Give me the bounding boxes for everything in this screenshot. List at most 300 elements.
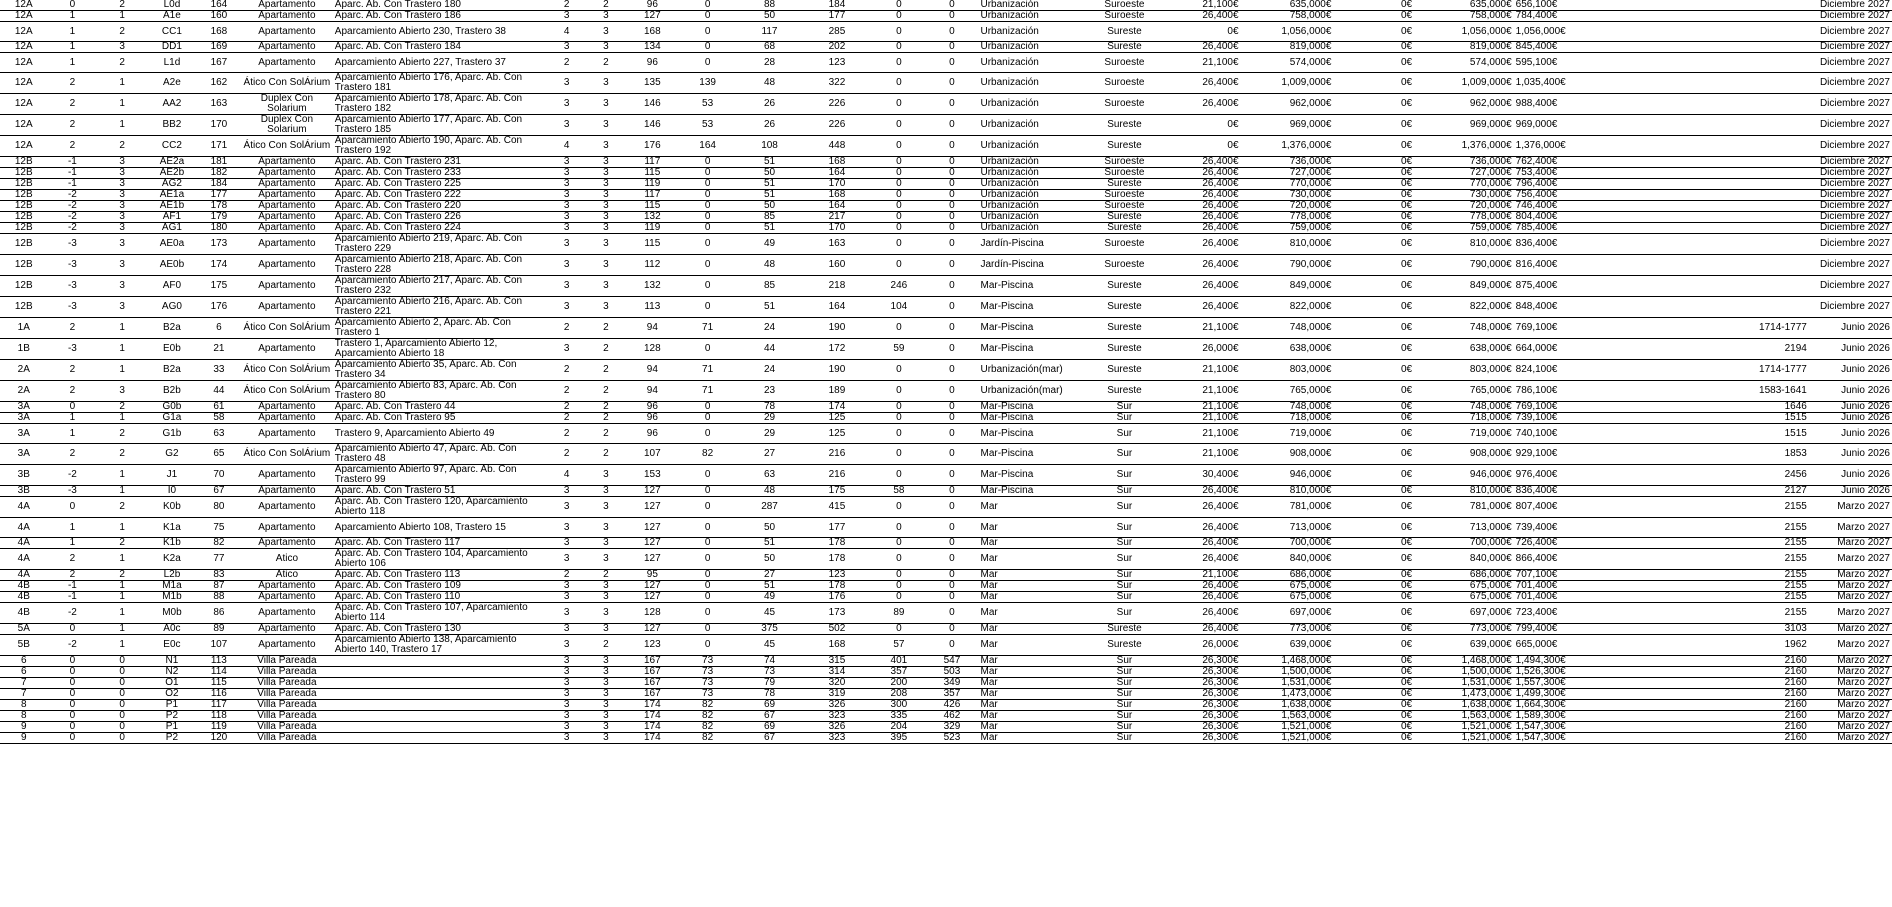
cell-area-plot: 0	[925, 22, 978, 42]
cell-unit-type: Apartamento	[241, 581, 333, 592]
cell-base-price: 1,056,000€	[1241, 22, 1334, 42]
cell-view: Urbanización	[978, 94, 1078, 115]
cell-total-price: 785,400€	[1514, 223, 1611, 234]
cell-unit-code: B2a	[147, 360, 197, 381]
cell-area-plot: 0	[925, 168, 978, 179]
cell-delivery-date: Marzo 2027	[1809, 711, 1892, 722]
cell-area-garden: 0	[872, 255, 925, 276]
cell-total-price: 723,400€	[1514, 603, 1611, 624]
cell-block: 7	[0, 678, 48, 689]
cell-floor: -3	[48, 255, 98, 276]
cell-parking-storage: Aparcamiento Abierto 227, Trastero 37	[333, 53, 549, 73]
cell-area-solarium: 0	[678, 549, 738, 570]
cell-delivery-date: Junio 2026	[1809, 360, 1892, 381]
cell-delivery-date: Diciembre 2027	[1809, 255, 1892, 276]
cell-unit-code: L0d	[147, 0, 197, 11]
cell-parking-storage: Aparc. Ab. Con Trastero 117	[333, 538, 549, 549]
cell-door: 1	[97, 518, 147, 538]
table-row	[0, 656, 1892, 667]
cell-orientation: Sur	[1078, 722, 1171, 733]
cell-orientation: Sur	[1078, 486, 1171, 497]
cell-bathrooms: 3	[585, 234, 627, 255]
cell-total-price: 1,035,400€	[1514, 73, 1611, 94]
cell-area-built: 117	[627, 190, 678, 201]
cell-block: 5B	[0, 635, 48, 656]
cell-unit-code: I0	[147, 486, 197, 497]
cell-range: 2155	[1611, 581, 1809, 592]
cell-bathrooms: 3	[585, 73, 627, 94]
cell-door: 2	[97, 136, 147, 157]
cell-unit-number: 61	[197, 402, 241, 413]
cell-view: Urbanización	[978, 0, 1078, 11]
cell-delivery-date: Diciembre 2027	[1809, 201, 1892, 212]
cell-bedrooms: 3	[548, 486, 584, 497]
cell-net-price: 1,473,000€	[1414, 689, 1514, 700]
cell-orientation: Suroeste	[1078, 11, 1171, 22]
cell-discount: 0€	[1333, 570, 1414, 581]
cell-area-solarium: 0	[678, 276, 738, 297]
cell-orientation: Sur	[1078, 581, 1171, 592]
cell-parking-storage: Aparcamiento Abierto 138, Aparcamiento Abierto 140, Trastero 17	[333, 635, 549, 656]
cell-area-built: 117	[627, 157, 678, 168]
cell-unit-type: Apartamento	[241, 465, 333, 486]
cell-area-terrace: 85	[737, 276, 801, 297]
cell-bedrooms: 3	[548, 255, 584, 276]
cell-area-garden: 0	[872, 444, 925, 465]
cell-bathrooms: 2	[585, 424, 627, 444]
cell-unit-number: 21	[197, 339, 241, 360]
cell-unit-code: N1	[147, 656, 197, 667]
cell-area-garden: 0	[872, 592, 925, 603]
table-row	[0, 22, 1892, 42]
cell-block: 6	[0, 667, 48, 678]
cell-base-price: 639,000€	[1241, 635, 1334, 656]
cell-fee: 26,400€	[1171, 223, 1241, 234]
table-row	[0, 179, 1892, 190]
table-row	[0, 733, 1892, 744]
cell-area-terrace: 49	[737, 234, 801, 255]
cell-total-price: 796,400€	[1514, 179, 1611, 190]
cell-door: 3	[97, 234, 147, 255]
cell-orientation: Sureste	[1078, 136, 1171, 157]
cell-floor: 0	[48, 656, 98, 667]
cell-unit-number: 70	[197, 465, 241, 486]
cell-parking-storage: Aparc. Ab. Con Trastero 225	[333, 179, 549, 190]
cell-range: 1515	[1611, 413, 1809, 424]
cell-floor: 0	[48, 667, 98, 678]
cell-area-plot: 0	[925, 360, 978, 381]
cell-range	[1611, 190, 1809, 201]
cell-area-garden: 0	[872, 360, 925, 381]
cell-unit-type: Apartamento	[241, 42, 333, 53]
cell-area-built: 127	[627, 549, 678, 570]
cell-unit-number: 181	[197, 157, 241, 168]
cell-area-total: 226	[802, 94, 873, 115]
cell-parking-storage: Aparc. Ab. Con Trastero 184	[333, 42, 549, 53]
cell-unit-code: E0c	[147, 635, 197, 656]
table-row	[0, 234, 1892, 255]
cell-area-total: 216	[802, 465, 873, 486]
cell-unit-type: Villa Pareada	[241, 656, 333, 667]
cell-base-price: 713,000€	[1241, 518, 1334, 538]
cell-door: 1	[97, 11, 147, 22]
cell-area-total: 178	[802, 549, 873, 570]
cell-discount: 0€	[1333, 700, 1414, 711]
cell-area-terrace: 51	[737, 190, 801, 201]
cell-area-total: 177	[802, 11, 873, 22]
cell-total-price: 707,100€	[1514, 570, 1611, 581]
cell-view: Mar	[978, 689, 1078, 700]
cell-range	[1611, 94, 1809, 115]
cell-fee: 21,100€	[1171, 0, 1241, 11]
cell-unit-type: Apartamento	[241, 157, 333, 168]
table-row	[0, 592, 1892, 603]
table-row	[0, 201, 1892, 212]
cell-bathrooms: 3	[585, 603, 627, 624]
cell-area-built: 168	[627, 22, 678, 42]
cell-block: 4A	[0, 497, 48, 518]
cell-delivery-date: Diciembre 2027	[1809, 94, 1892, 115]
cell-floor: 2	[48, 570, 98, 581]
cell-area-plot: 0	[925, 94, 978, 115]
cell-net-price: 773,000€	[1414, 624, 1514, 635]
cell-orientation: Sur	[1078, 711, 1171, 722]
cell-view: Urbanización	[978, 157, 1078, 168]
cell-parking-storage: Aparcamiento Abierto 216, Aparc. Ab. Con Trastero 221	[333, 297, 549, 318]
cell-area-plot: 0	[925, 212, 978, 223]
cell-area-garden: 0	[872, 465, 925, 486]
cell-floor: 0	[48, 711, 98, 722]
table-row	[0, 212, 1892, 223]
cell-view: Mar	[978, 497, 1078, 518]
cell-area-total: 315	[802, 656, 873, 667]
cell-range	[1611, 223, 1809, 234]
cell-bathrooms: 3	[585, 733, 627, 744]
cell-door: 3	[97, 42, 147, 53]
cell-parking-storage: Aparcamiento Abierto 176, Aparc. Ab. Con Trastero 181	[333, 73, 549, 94]
cell-unit-type: Villa Pareada	[241, 711, 333, 722]
cell-area-terrace: 79	[737, 678, 801, 689]
cell-fee: 21,100€	[1171, 402, 1241, 413]
cell-parking-storage: Aparc. Ab. Con Trastero 104, Aparcamiento Abierto 106	[333, 549, 549, 570]
cell-orientation: Suroeste	[1078, 157, 1171, 168]
cell-discount: 0€	[1333, 94, 1414, 115]
cell-unit-number: 167	[197, 53, 241, 73]
cell-area-terrace: 24	[737, 360, 801, 381]
cell-area-built: 132	[627, 212, 678, 223]
cell-area-total: 175	[802, 486, 873, 497]
cell-fee: 26,400€	[1171, 549, 1241, 570]
cell-base-price: 638,000€	[1241, 339, 1334, 360]
cell-unit-code: M0b	[147, 603, 197, 624]
cell-floor: 2	[48, 94, 98, 115]
cell-area-terrace: 48	[737, 255, 801, 276]
cell-base-price: 803,000€	[1241, 360, 1334, 381]
cell-fee: 21,100€	[1171, 53, 1241, 73]
cell-area-built: 96	[627, 0, 678, 11]
cell-base-price: 765,000€	[1241, 381, 1334, 402]
cell-parking-storage: Aparc. Ab. Con Trastero 51	[333, 486, 549, 497]
cell-area-terrace: 69	[737, 722, 801, 733]
cell-area-total: 320	[802, 678, 873, 689]
cell-block: 4A	[0, 549, 48, 570]
cell-area-plot: 0	[925, 624, 978, 635]
cell-net-price: 675,000€	[1414, 592, 1514, 603]
table-row	[0, 360, 1892, 381]
cell-area-garden: 0	[872, 413, 925, 424]
cell-area-solarium: 0	[678, 486, 738, 497]
cell-net-price: 1,521,000€	[1414, 733, 1514, 744]
table-row	[0, 700, 1892, 711]
cell-area-garden: 0	[872, 497, 925, 518]
cell-area-built: 95	[627, 570, 678, 581]
cell-area-garden: 0	[872, 190, 925, 201]
cell-block: 12A	[0, 73, 48, 94]
cell-bathrooms: 3	[585, 538, 627, 549]
cell-unit-number: 80	[197, 497, 241, 518]
cell-floor: 0	[48, 700, 98, 711]
cell-block: 3A	[0, 402, 48, 413]
cell-door: 1	[97, 465, 147, 486]
cell-area-built: 94	[627, 318, 678, 339]
cell-base-price: 1,009,000€	[1241, 73, 1334, 94]
cell-range	[1611, 53, 1809, 73]
cell-orientation: Sureste	[1078, 339, 1171, 360]
cell-area-solarium: 164	[678, 136, 738, 157]
cell-net-price: 748,000€	[1414, 318, 1514, 339]
cell-area-solarium: 73	[678, 678, 738, 689]
cell-net-price: 946,000€	[1414, 465, 1514, 486]
cell-area-built: 174	[627, 711, 678, 722]
cell-area-total: 326	[802, 722, 873, 733]
cell-area-plot: 357	[925, 689, 978, 700]
cell-area-built: 96	[627, 413, 678, 424]
cell-delivery-date: Diciembre 2027	[1809, 0, 1892, 11]
cell-block: 12A	[0, 42, 48, 53]
cell-bathrooms: 2	[585, 53, 627, 73]
cell-bedrooms: 4	[548, 22, 584, 42]
cell-door: 1	[97, 94, 147, 115]
cell-delivery-date: Marzo 2027	[1809, 656, 1892, 667]
cell-area-built: 127	[627, 624, 678, 635]
cell-area-built: 135	[627, 73, 678, 94]
cell-floor: -1	[48, 592, 98, 603]
cell-fee: 21,100€	[1171, 381, 1241, 402]
cell-unit-number: 163	[197, 94, 241, 115]
cell-area-terrace: 51	[737, 157, 801, 168]
cell-area-built: 128	[627, 339, 678, 360]
cell-bedrooms: 2	[548, 402, 584, 413]
cell-floor: 2	[48, 549, 98, 570]
cell-unit-number: 178	[197, 201, 241, 212]
cell-door: 1	[97, 635, 147, 656]
cell-door: 1	[97, 318, 147, 339]
cell-discount: 0€	[1333, 402, 1414, 413]
cell-fee: 26,400€	[1171, 11, 1241, 22]
cell-unit-code: CC1	[147, 22, 197, 42]
cell-view: Mar-Piscina	[978, 465, 1078, 486]
cell-fee: 26,300€	[1171, 700, 1241, 711]
cell-total-price: 875,400€	[1514, 276, 1611, 297]
cell-block: 4A	[0, 518, 48, 538]
cell-unit-type: Apartamento	[241, 402, 333, 413]
cell-view: Mar	[978, 711, 1078, 722]
table-row	[0, 465, 1892, 486]
cell-net-price: 574,000€	[1414, 53, 1514, 73]
cell-fee: 26,400€	[1171, 190, 1241, 201]
cell-total-price: 1,589,300€	[1514, 711, 1611, 722]
cell-net-price: 686,000€	[1414, 570, 1514, 581]
cell-range	[1611, 168, 1809, 179]
cell-net-price: 969,000€	[1414, 115, 1514, 136]
cell-total-price: 976,400€	[1514, 465, 1611, 486]
cell-area-built: 127	[627, 11, 678, 22]
cell-orientation: Sureste	[1078, 624, 1171, 635]
cell-fee: 26,400€	[1171, 168, 1241, 179]
cell-floor: -3	[48, 297, 98, 318]
cell-bathrooms: 3	[585, 136, 627, 157]
cell-orientation: Suroeste	[1078, 94, 1171, 115]
cell-unit-code: AE2a	[147, 157, 197, 168]
cell-total-price: 1,547,300€	[1514, 733, 1611, 744]
cell-range	[1611, 201, 1809, 212]
cell-parking-storage: Aparc. Ab. Con Trastero 224	[333, 223, 549, 234]
cell-delivery-date: Diciembre 2027	[1809, 234, 1892, 255]
cell-fee: 26,400€	[1171, 157, 1241, 168]
cell-area-built: 112	[627, 255, 678, 276]
cell-net-price: 908,000€	[1414, 444, 1514, 465]
cell-area-built: 167	[627, 678, 678, 689]
cell-door: 3	[97, 157, 147, 168]
cell-area-plot: 0	[925, 115, 978, 136]
cell-area-garden: 0	[872, 53, 925, 73]
cell-net-price: 810,000€	[1414, 234, 1514, 255]
cell-door: 0	[97, 733, 147, 744]
cell-total-price: 784,400€	[1514, 11, 1611, 22]
cell-delivery-date: Diciembre 2027	[1809, 276, 1892, 297]
cell-total-price: 836,400€	[1514, 486, 1611, 497]
cell-area-solarium: 0	[678, 424, 738, 444]
cell-net-price: 765,000€	[1414, 381, 1514, 402]
cell-area-total: 172	[802, 339, 873, 360]
cell-bathrooms: 3	[585, 223, 627, 234]
cell-range	[1611, 22, 1809, 42]
cell-bathrooms: 3	[585, 518, 627, 538]
cell-discount: 0€	[1333, 497, 1414, 518]
cell-discount: 0€	[1333, 381, 1414, 402]
cell-discount: 0€	[1333, 444, 1414, 465]
cell-total-price: 1,526,300€	[1514, 667, 1611, 678]
cell-unit-type: Apartamento	[241, 592, 333, 603]
cell-unit-type: Villa Pareada	[241, 722, 333, 733]
cell-unit-number: 174	[197, 255, 241, 276]
cell-area-plot: 426	[925, 700, 978, 711]
cell-bedrooms: 3	[548, 549, 584, 570]
cell-discount: 0€	[1333, 538, 1414, 549]
cell-floor: -3	[48, 234, 98, 255]
cell-fee: 21,100€	[1171, 424, 1241, 444]
table-row	[0, 136, 1892, 157]
cell-range: 1583-1641	[1611, 381, 1809, 402]
cell-area-plot: 0	[925, 424, 978, 444]
cell-area-built: 119	[627, 223, 678, 234]
cell-fee: 26,400€	[1171, 592, 1241, 603]
cell-area-garden: 335	[872, 711, 925, 722]
cell-unit-number: 63	[197, 424, 241, 444]
cell-view: Mar-Piscina	[978, 297, 1078, 318]
cell-view: Urbanización	[978, 201, 1078, 212]
cell-orientation: Sureste	[1078, 115, 1171, 136]
cell-area-solarium: 0	[678, 190, 738, 201]
cell-unit-type: Ático Con SolÁrium	[241, 381, 333, 402]
cell-base-price: 574,000€	[1241, 53, 1334, 73]
cell-area-plot: 0	[925, 402, 978, 413]
cell-floor: 2	[48, 318, 98, 339]
cell-area-terrace: 50	[737, 11, 801, 22]
cell-unit-code: AE2b	[147, 168, 197, 179]
cell-discount: 0€	[1333, 656, 1414, 667]
table-row	[0, 603, 1892, 624]
cell-unit-code: AF0	[147, 276, 197, 297]
cell-area-terrace: 50	[737, 168, 801, 179]
cell-orientation: Sur	[1078, 497, 1171, 518]
cell-bathrooms: 3	[585, 592, 627, 603]
cell-discount: 0€	[1333, 297, 1414, 318]
cell-area-solarium: 0	[678, 255, 738, 276]
cell-view: Mar	[978, 733, 1078, 744]
cell-area-garden: 57	[872, 635, 925, 656]
cell-bedrooms: 3	[548, 667, 584, 678]
cell-area-total: 323	[802, 733, 873, 744]
cell-net-price: 719,000€	[1414, 424, 1514, 444]
cell-area-terrace: 51	[737, 179, 801, 190]
cell-unit-code: CC2	[147, 136, 197, 157]
cell-area-total: 217	[802, 212, 873, 223]
cell-floor: -3	[48, 339, 98, 360]
cell-total-price: 807,400€	[1514, 497, 1611, 518]
cell-discount: 0€	[1333, 581, 1414, 592]
cell-unit-code: P2	[147, 711, 197, 722]
cell-area-solarium: 82	[678, 733, 738, 744]
cell-bathrooms: 3	[585, 179, 627, 190]
cell-unit-number: 176	[197, 297, 241, 318]
cell-floor: 2	[48, 115, 98, 136]
cell-block: 4B	[0, 581, 48, 592]
cell-net-price: 1,009,000€	[1414, 73, 1514, 94]
cell-view: Urbanización(mar)	[978, 360, 1078, 381]
cell-block: 2A	[0, 360, 48, 381]
cell-net-price: 962,000€	[1414, 94, 1514, 115]
cell-bedrooms: 3	[548, 190, 584, 201]
table-row	[0, 444, 1892, 465]
cell-block: 7	[0, 689, 48, 700]
cell-discount: 0€	[1333, 53, 1414, 73]
cell-area-built: 127	[627, 592, 678, 603]
cell-area-plot: 0	[925, 276, 978, 297]
table-row	[0, 0, 1892, 11]
cell-area-built: 127	[627, 497, 678, 518]
cell-area-solarium: 0	[678, 11, 738, 22]
cell-bathrooms: 3	[585, 678, 627, 689]
table-row	[0, 538, 1892, 549]
cell-door: 3	[97, 381, 147, 402]
cell-fee: 21,100€	[1171, 413, 1241, 424]
cell-net-price: 718,000€	[1414, 413, 1514, 424]
cell-view: Mar	[978, 538, 1078, 549]
cell-area-garden: 0	[872, 168, 925, 179]
cell-base-price: 822,000€	[1241, 297, 1334, 318]
cell-unit-code: P2	[147, 733, 197, 744]
